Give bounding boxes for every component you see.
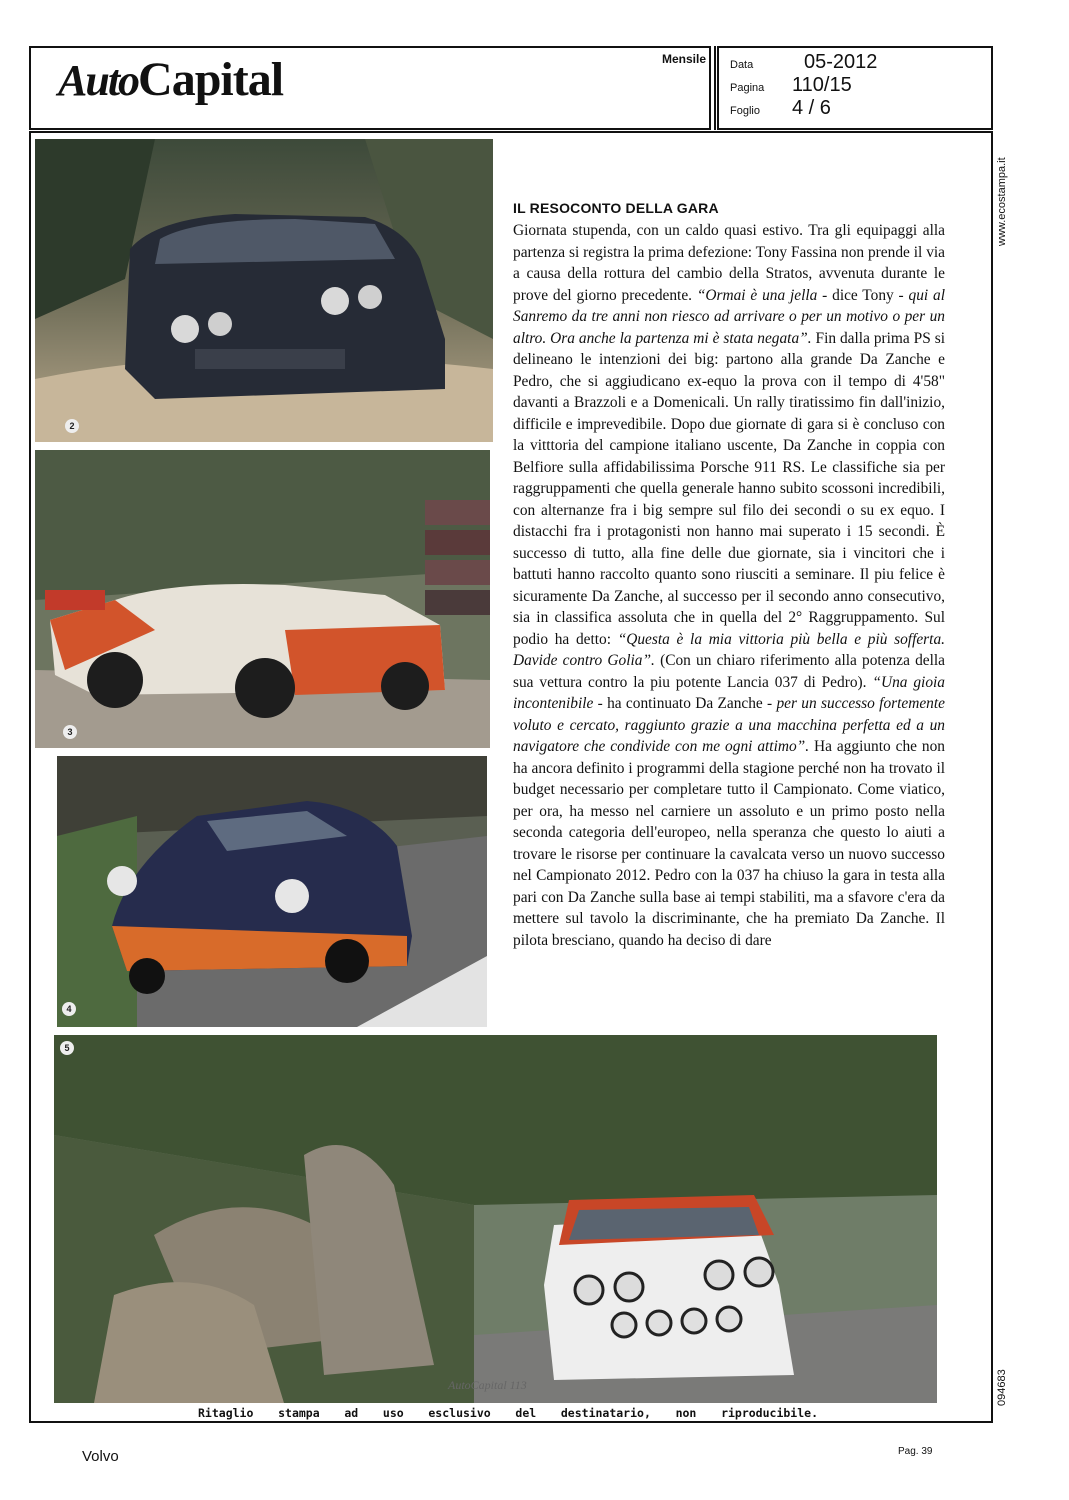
- article-quote: “Una gioia incontenibile: [513, 673, 945, 712]
- article-text: - ha continuato Da Zanche -: [593, 695, 777, 712]
- photo-fiat-rally: [54, 1035, 937, 1403]
- sheet-row: [730, 97, 831, 120]
- header-divider: [714, 46, 716, 130]
- date-value: 05-2012: [804, 51, 878, 73]
- sheet-value: 4 / 6: [792, 97, 831, 119]
- photo-porsche-911: [57, 756, 487, 1027]
- photo-lancia-037-forest: [35, 139, 493, 442]
- article-quote: “Ormai è una jella: [696, 286, 818, 304]
- article-quote: “Questa è la mia vittoria più bella e più sofferta. Davide contro Golia”.: [513, 630, 945, 669]
- date-row: [730, 51, 877, 74]
- publication-logo: [58, 52, 283, 107]
- website-vertical: www.ecostampa.it: [996, 157, 1008, 246]
- article-text: - dice Tony -: [817, 286, 909, 304]
- article-text: Ha aggiunto che non ha ancora definito i programmi della stagione perché non ha trovato il budget necessario per completare tutto il Campionato. Come viatico, per ora, ha messo nel carniere un assoluto e un primo posto nella seconda categoria dell'europeo, nella speranza che questo lo aiuti a trovare le risorse per continuare la cavalcata verso un nuovo successo nel Campionato 2012. Pedro con la 037 ha chiuso la gara in testa alla pari con Da Zanche sulla base ai tempi stabiliti, ma a sfavore c'era da mettere sul tavolo la discriminante, che ha premiato Da Zanche. Il pilota bresciano, quando ha deciso di dare: [513, 738, 945, 949]
- photo-lancia-037-pvs: [35, 450, 490, 748]
- code-vertical: 094683: [996, 1369, 1008, 1406]
- sheet-label: Foglio: [730, 105, 760, 117]
- page-value: 110/15: [792, 74, 852, 96]
- article-title: IL RESOCONTO DELLA GARA: [513, 200, 719, 216]
- client-name: Volvo: [82, 1448, 119, 1465]
- frequency-label: Mensile: [662, 52, 707, 66]
- article-text: (Con un chiaro riferimento alla potenza della sua vettura contro la piu potente Lancia 037 di Pedro).: [513, 652, 945, 691]
- article-text: Giornata stupenda, con un caldo quasi estivo. Tra gli equipaggi alla partenza si registra la prima defezione: Tony Fassina non prende il via a causa della rottura del cambio della Stratos, avvenuta durante le prove del giorno precedente.: [513, 222, 945, 304]
- page-row: [730, 74, 852, 97]
- date-label: Data: [730, 59, 754, 71]
- photo-number-badge: 2: [65, 419, 79, 433]
- article-quote: qui al Sanremo da tre anni non riesco ad arrivare o per un motivo o per un altro. Ora anche la partenza mi è stata negata”.: [513, 286, 945, 347]
- page-label: Pagina: [730, 82, 765, 94]
- article-quote: per un successo fortemente voluto e cercato, raggiunto grazie a una macchina perfetta ed a un navigatore che condivide con me ogni attimo”.: [513, 695, 945, 755]
- photo-number-badge: 3: [63, 725, 77, 739]
- copyright-disclaimer: Ritaglio stampa ad uso esclusivo del destinatario, non riproducibile.: [198, 1406, 818, 1420]
- logo-auto: Auto: [58, 56, 139, 105]
- article-column: [513, 200, 945, 951]
- photo-number-badge: 5: [60, 1041, 74, 1055]
- article-body: [513, 220, 945, 951]
- logo-capital: Capital: [138, 53, 284, 106]
- article-text: Fin dalla prima PS si delineano le intenzioni dei big: partono alla grande Da Zanche e Pedro, che si aggiudicano ex-equo la prova con il tempo di 4'58" davanti a Brazzoli e a Domenicali. Un rally tiratissimo fin dall'inizio, difficile e imprevedibile. Dopo due giornate di gara si è concluso con la vitttoria del campione italiano uscente, Da Zanche in coppia con Belfiore sulla affidabilissima Porsche 911 RS. Le classifiche sia per raggruppamenti che quella generale hanno subito scossoni incredibili, con alternanze fra i big sempre sul filo dei secondi o su ex equo. I distacchi fra i protagonisti non hanno mai superato i 15 secondi. È successo di tutto, alla fine delle due giornate, sia i vincitori che i battuti hanno raccolto quanto sono riusciti a seminare. Il piu felice è sicuramente Da Zanche, al successo per il secondo anno consecutivo, sia in classifica assoluta che in quella del 2° Raggruppamento. Sul podio ha detto:: [513, 329, 946, 648]
- page-number: Pag. 39: [898, 1446, 933, 1457]
- photo-number-badge: 4: [62, 1002, 76, 1016]
- original-page-marker: AutoCapital 113: [448, 1378, 527, 1392]
